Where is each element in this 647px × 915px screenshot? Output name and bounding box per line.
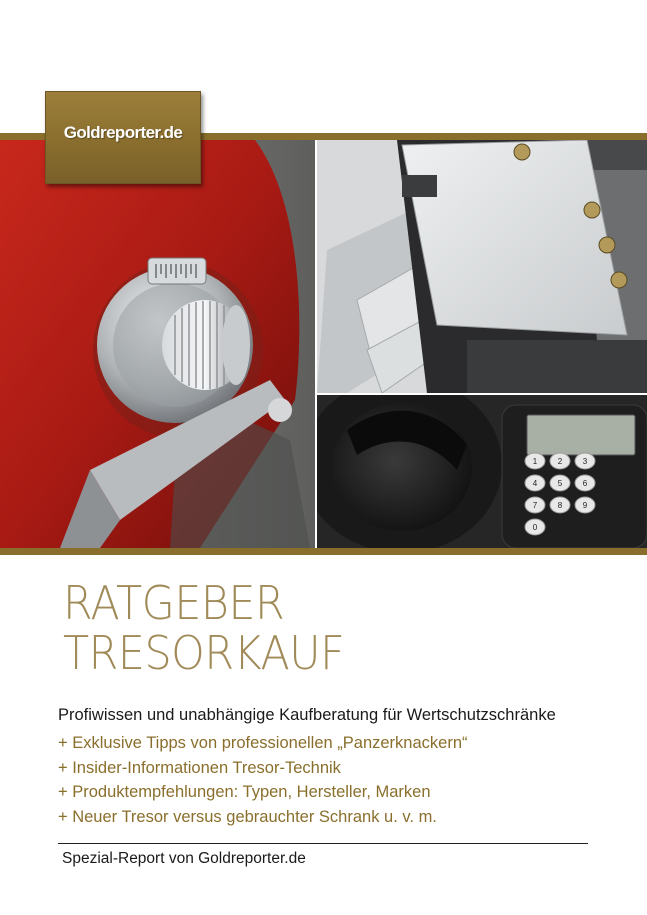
keypad-key-label: 1 — [532, 457, 538, 466]
footer-rule — [58, 843, 588, 844]
feature-item: + Exklusive Tipps von professionellen „Panzerknackern“ — [58, 734, 468, 752]
goldreporter-logo — [45, 91, 201, 184]
feature-list — [58, 734, 468, 832]
keypad-key-label: 3 — [582, 457, 588, 466]
feature-item: + Insider-Informationen Tresor-Technik — [58, 758, 341, 777]
keypad-key-label: 6 — [582, 479, 588, 488]
keypad-key-label: 5 — [557, 479, 563, 488]
title-line-1: RATGEBER — [63, 576, 285, 630]
subtitle: Profiwissen und unabhängige Kaufberatung für Wertschutzschränke — [58, 706, 556, 724]
photo-open-safe-door — [317, 140, 647, 393]
keypad-key-label: 0 — [532, 523, 538, 532]
keypad-key-label: 7 — [532, 501, 538, 510]
feature-item: + Produktempfehlungen: Typen, Hersteller, Marken — [58, 783, 431, 801]
keypad-key-label: 8 — [557, 501, 563, 510]
keypad-key-label: 9 — [582, 501, 588, 510]
bottom-gold-rule — [0, 548, 647, 555]
footer-credit: Spezial-Report von Goldreporter.de — [62, 850, 306, 867]
logo-text: Goldreporter.de — [63, 123, 183, 142]
feature-item: + Neuer Tresor versus gebrauchter Schrank u. v. m. — [58, 807, 437, 826]
keypad-key-label: 4 — [532, 479, 538, 488]
photo-safe-combination-dial — [0, 140, 315, 548]
keypad-key-label: 2 — [557, 457, 563, 466]
photo-electronic-keypad-lock — [317, 395, 647, 548]
title-line-2: TRESORKAUF — [63, 626, 345, 680]
